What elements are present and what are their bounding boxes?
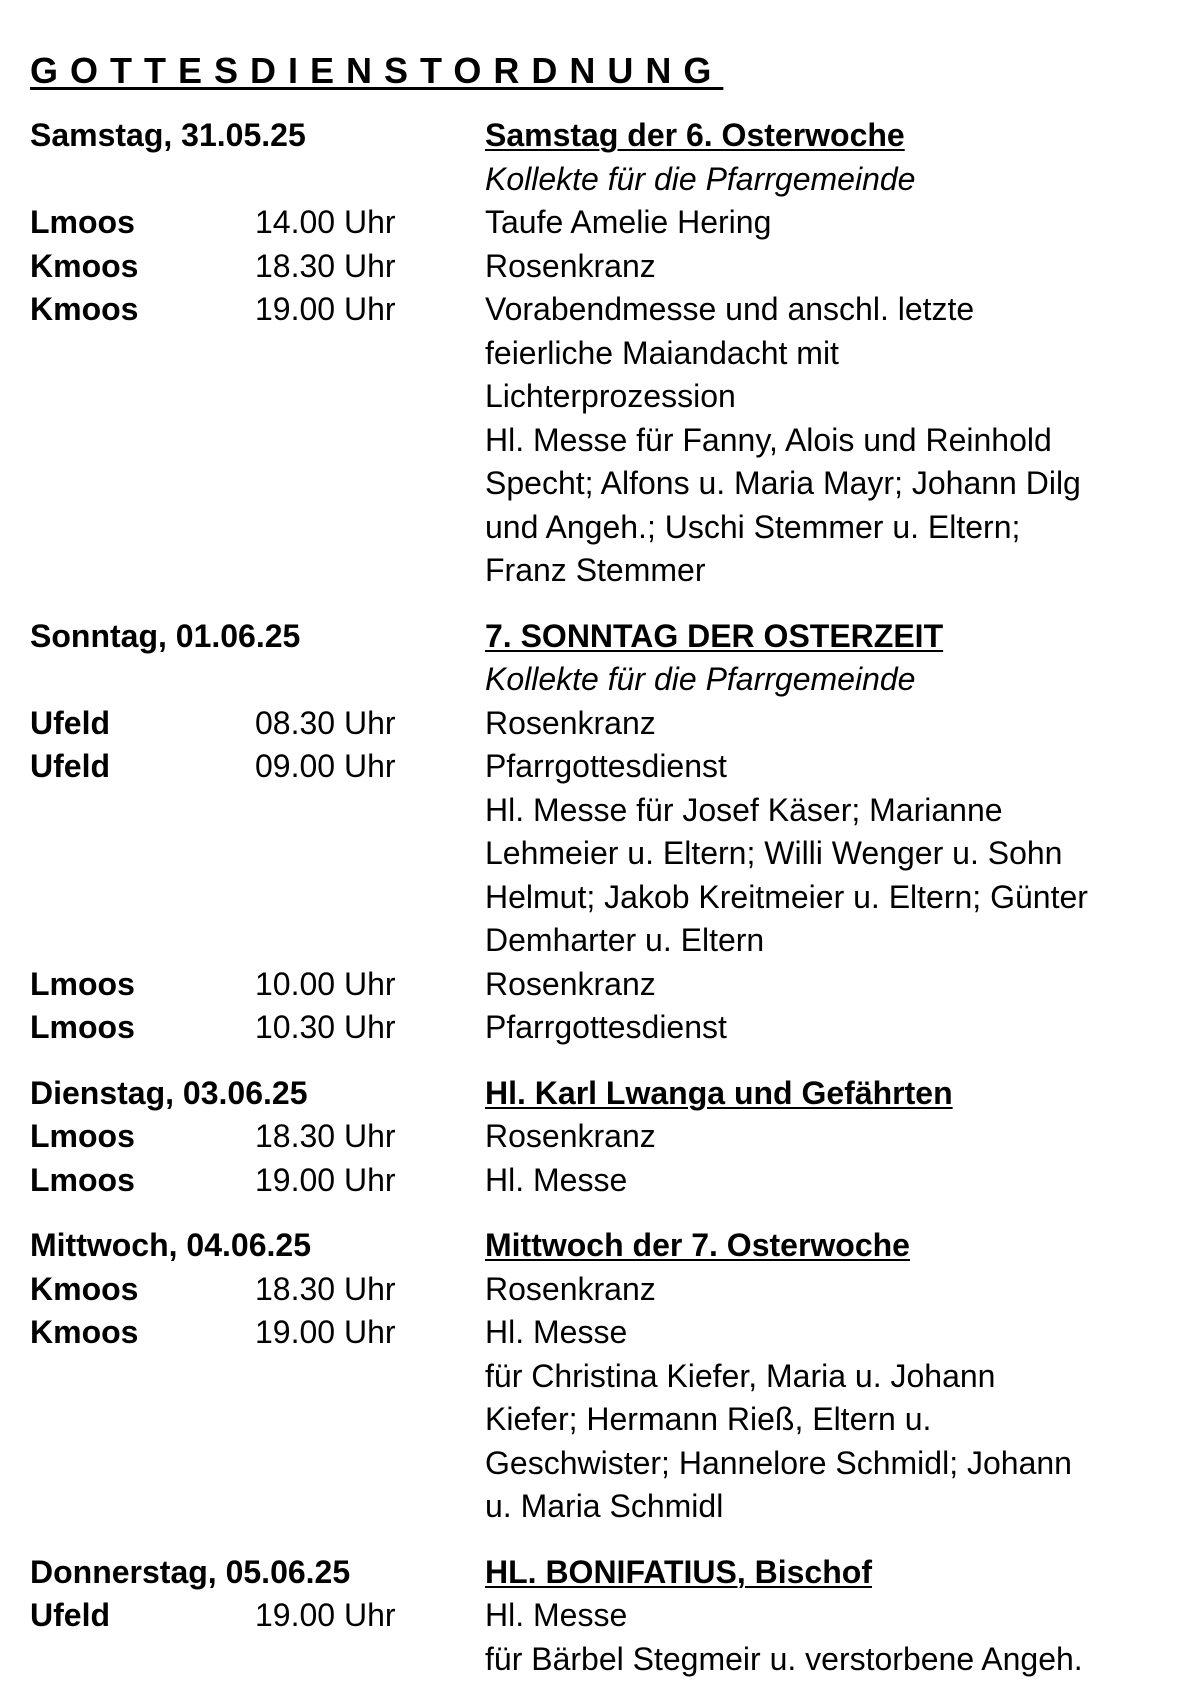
service-time: 08.30 Uhr	[255, 704, 396, 741]
day-date: Samstag, 31.05.25	[30, 117, 306, 153]
collection-note: Kollekte für die Pfarrgemeinde	[485, 160, 916, 197]
service-description	[485, 1268, 1160, 1312]
service-place: Kmoos	[30, 247, 139, 284]
feast-title: Hl. Karl Lwanga und Gefährten	[485, 1074, 953, 1111]
description-line: Specht; Alfons u. Maria Mayr; Johann Dilg	[485, 465, 1081, 501]
description-line: und Angeh.; Uschi Stemmer u. Eltern;	[485, 508, 1021, 545]
service-place: Kmoos	[30, 291, 139, 327]
description-line: Demharter u. Eltern	[485, 922, 765, 958]
feast-title: HL. BONIFATIUS, Bischof	[485, 1553, 872, 1590]
service-description	[485, 1006, 1160, 1050]
description-line: Taufe Amelie Hering	[485, 204, 772, 240]
service-place: Lmoos	[30, 1118, 135, 1154]
service-time: 18.30 Uhr	[255, 1118, 396, 1154]
collection-row	[30, 158, 1160, 202]
feast-title: Mittwoch der 7. Osterwoche	[485, 1227, 910, 1263]
day-block	[30, 615, 1160, 1050]
collection-note: Kollekte für die Pfarrgemeinde	[485, 661, 916, 697]
service-time: 19.00 Uhr	[255, 1314, 396, 1350]
service-description	[485, 702, 1160, 746]
service-description	[485, 1115, 1160, 1159]
service-place: Lmoos	[30, 1161, 135, 1198]
day-header	[30, 114, 1160, 158]
description-line: Pfarrgottesdienst	[485, 1009, 727, 1045]
description-line: für Christina Kiefer, Maria u. Johann	[485, 1357, 996, 1394]
service-row	[30, 745, 1160, 963]
service-time: 10.30 Uhr	[255, 1009, 396, 1045]
service-description	[485, 1594, 1160, 1681]
day-date: Sonntag, 01.06.25	[30, 617, 301, 654]
service-row	[30, 1159, 1160, 1203]
description-line: Hl. Messe	[485, 1161, 628, 1198]
description-line: Helmut; Jakob Kreitmeier u. Eltern; Günter	[485, 878, 1088, 915]
description-line: Rosenkranz	[485, 704, 656, 741]
service-place: Lmoos	[30, 965, 135, 1002]
service-place: Lmoos	[30, 1009, 135, 1045]
description-line: Geschwister; Hannelore Schmidl; Johann	[485, 1444, 1072, 1481]
service-time: 19.00 Uhr	[255, 1161, 396, 1198]
description-line: Rosenkranz	[485, 1118, 656, 1154]
description-line: Hl. Messe	[485, 1314, 628, 1350]
service-description	[485, 963, 1160, 1007]
day-block	[30, 1551, 1160, 1682]
service-row	[30, 245, 1160, 289]
schedule-page	[30, 50, 1160, 1703]
service-time: 18.30 Uhr	[255, 247, 396, 284]
collection-row	[30, 658, 1160, 702]
service-description	[485, 745, 1160, 963]
description-line: Pfarrgottesdienst	[485, 748, 727, 784]
description-line: feierliche Maiandacht mit	[485, 334, 839, 371]
spacer	[30, 158, 485, 202]
service-row	[30, 1311, 1160, 1529]
description-line: Rosenkranz	[485, 1270, 656, 1307]
day-block	[30, 1224, 1160, 1529]
day-date: Mittwoch, 04.06.25	[30, 1227, 311, 1263]
service-description	[485, 1159, 1160, 1203]
description-line: Lichterprozession	[485, 378, 736, 414]
service-description	[485, 201, 1160, 245]
day-header	[30, 1551, 1160, 1595]
service-row	[30, 1115, 1160, 1159]
day-list	[30, 114, 1160, 1681]
description-line: Hl. Messe für Josef Käser; Marianne	[485, 791, 1003, 828]
day-date: Dienstag, 03.06.25	[30, 1074, 308, 1111]
description-line: Franz Stemmer	[485, 552, 706, 588]
day-block	[30, 114, 1160, 593]
service-row	[30, 1594, 1160, 1681]
feast-title: 7. SONNTAG DER OSTERZEIT	[485, 617, 944, 654]
day-header	[30, 1072, 1160, 1116]
service-row	[30, 288, 1160, 593]
description-line: Rosenkranz	[485, 965, 656, 1002]
service-description	[485, 245, 1160, 289]
service-place: Ufeld	[30, 704, 110, 741]
feast-title: Samstag der 6. Osterwoche	[485, 117, 905, 153]
spacer	[30, 658, 485, 702]
service-place: Kmoos	[30, 1270, 139, 1307]
service-time: 18.30 Uhr	[255, 1270, 396, 1307]
service-row	[30, 201, 1160, 245]
service-time: 14.00 Uhr	[255, 204, 396, 240]
service-row	[30, 702, 1160, 746]
service-description	[485, 1311, 1160, 1529]
service-time: 09.00 Uhr	[255, 748, 396, 784]
page-title: GOTTESDIENSTORDNUNG	[30, 50, 724, 91]
service-place: Ufeld	[30, 748, 110, 784]
day-block	[30, 1072, 1160, 1203]
service-time: 19.00 Uhr	[255, 291, 396, 327]
service-description	[485, 288, 1160, 593]
description-line: Rosenkranz	[485, 247, 656, 284]
description-line: für Bärbel Stegmeir u. verstorbene Angeh.	[485, 1640, 1083, 1677]
day-header	[30, 615, 1160, 659]
description-line: Hl. Messe	[485, 1597, 628, 1633]
service-row	[30, 963, 1160, 1007]
service-row	[30, 1268, 1160, 1312]
service-time: 19.00 Uhr	[255, 1597, 396, 1633]
service-place: Lmoos	[30, 204, 135, 240]
service-row	[30, 1006, 1160, 1050]
service-place: Ufeld	[30, 1597, 110, 1633]
service-time: 10.00 Uhr	[255, 965, 396, 1002]
day-date: Donnerstag, 05.06.25	[30, 1553, 351, 1590]
service-place: Kmoos	[30, 1314, 139, 1350]
description-line: Hl. Messe für Fanny, Alois und Reinhold	[485, 421, 1052, 458]
description-line: Kiefer; Hermann Rieß, Eltern u.	[485, 1401, 932, 1437]
description-line: Vorabendmesse und anschl. letzte	[485, 291, 975, 327]
description-line: u. Maria Schmidl	[485, 1488, 724, 1524]
day-header	[30, 1224, 1160, 1268]
description-line: Lehmeier u. Eltern; Willi Wenger u. Sohn	[485, 835, 1063, 871]
